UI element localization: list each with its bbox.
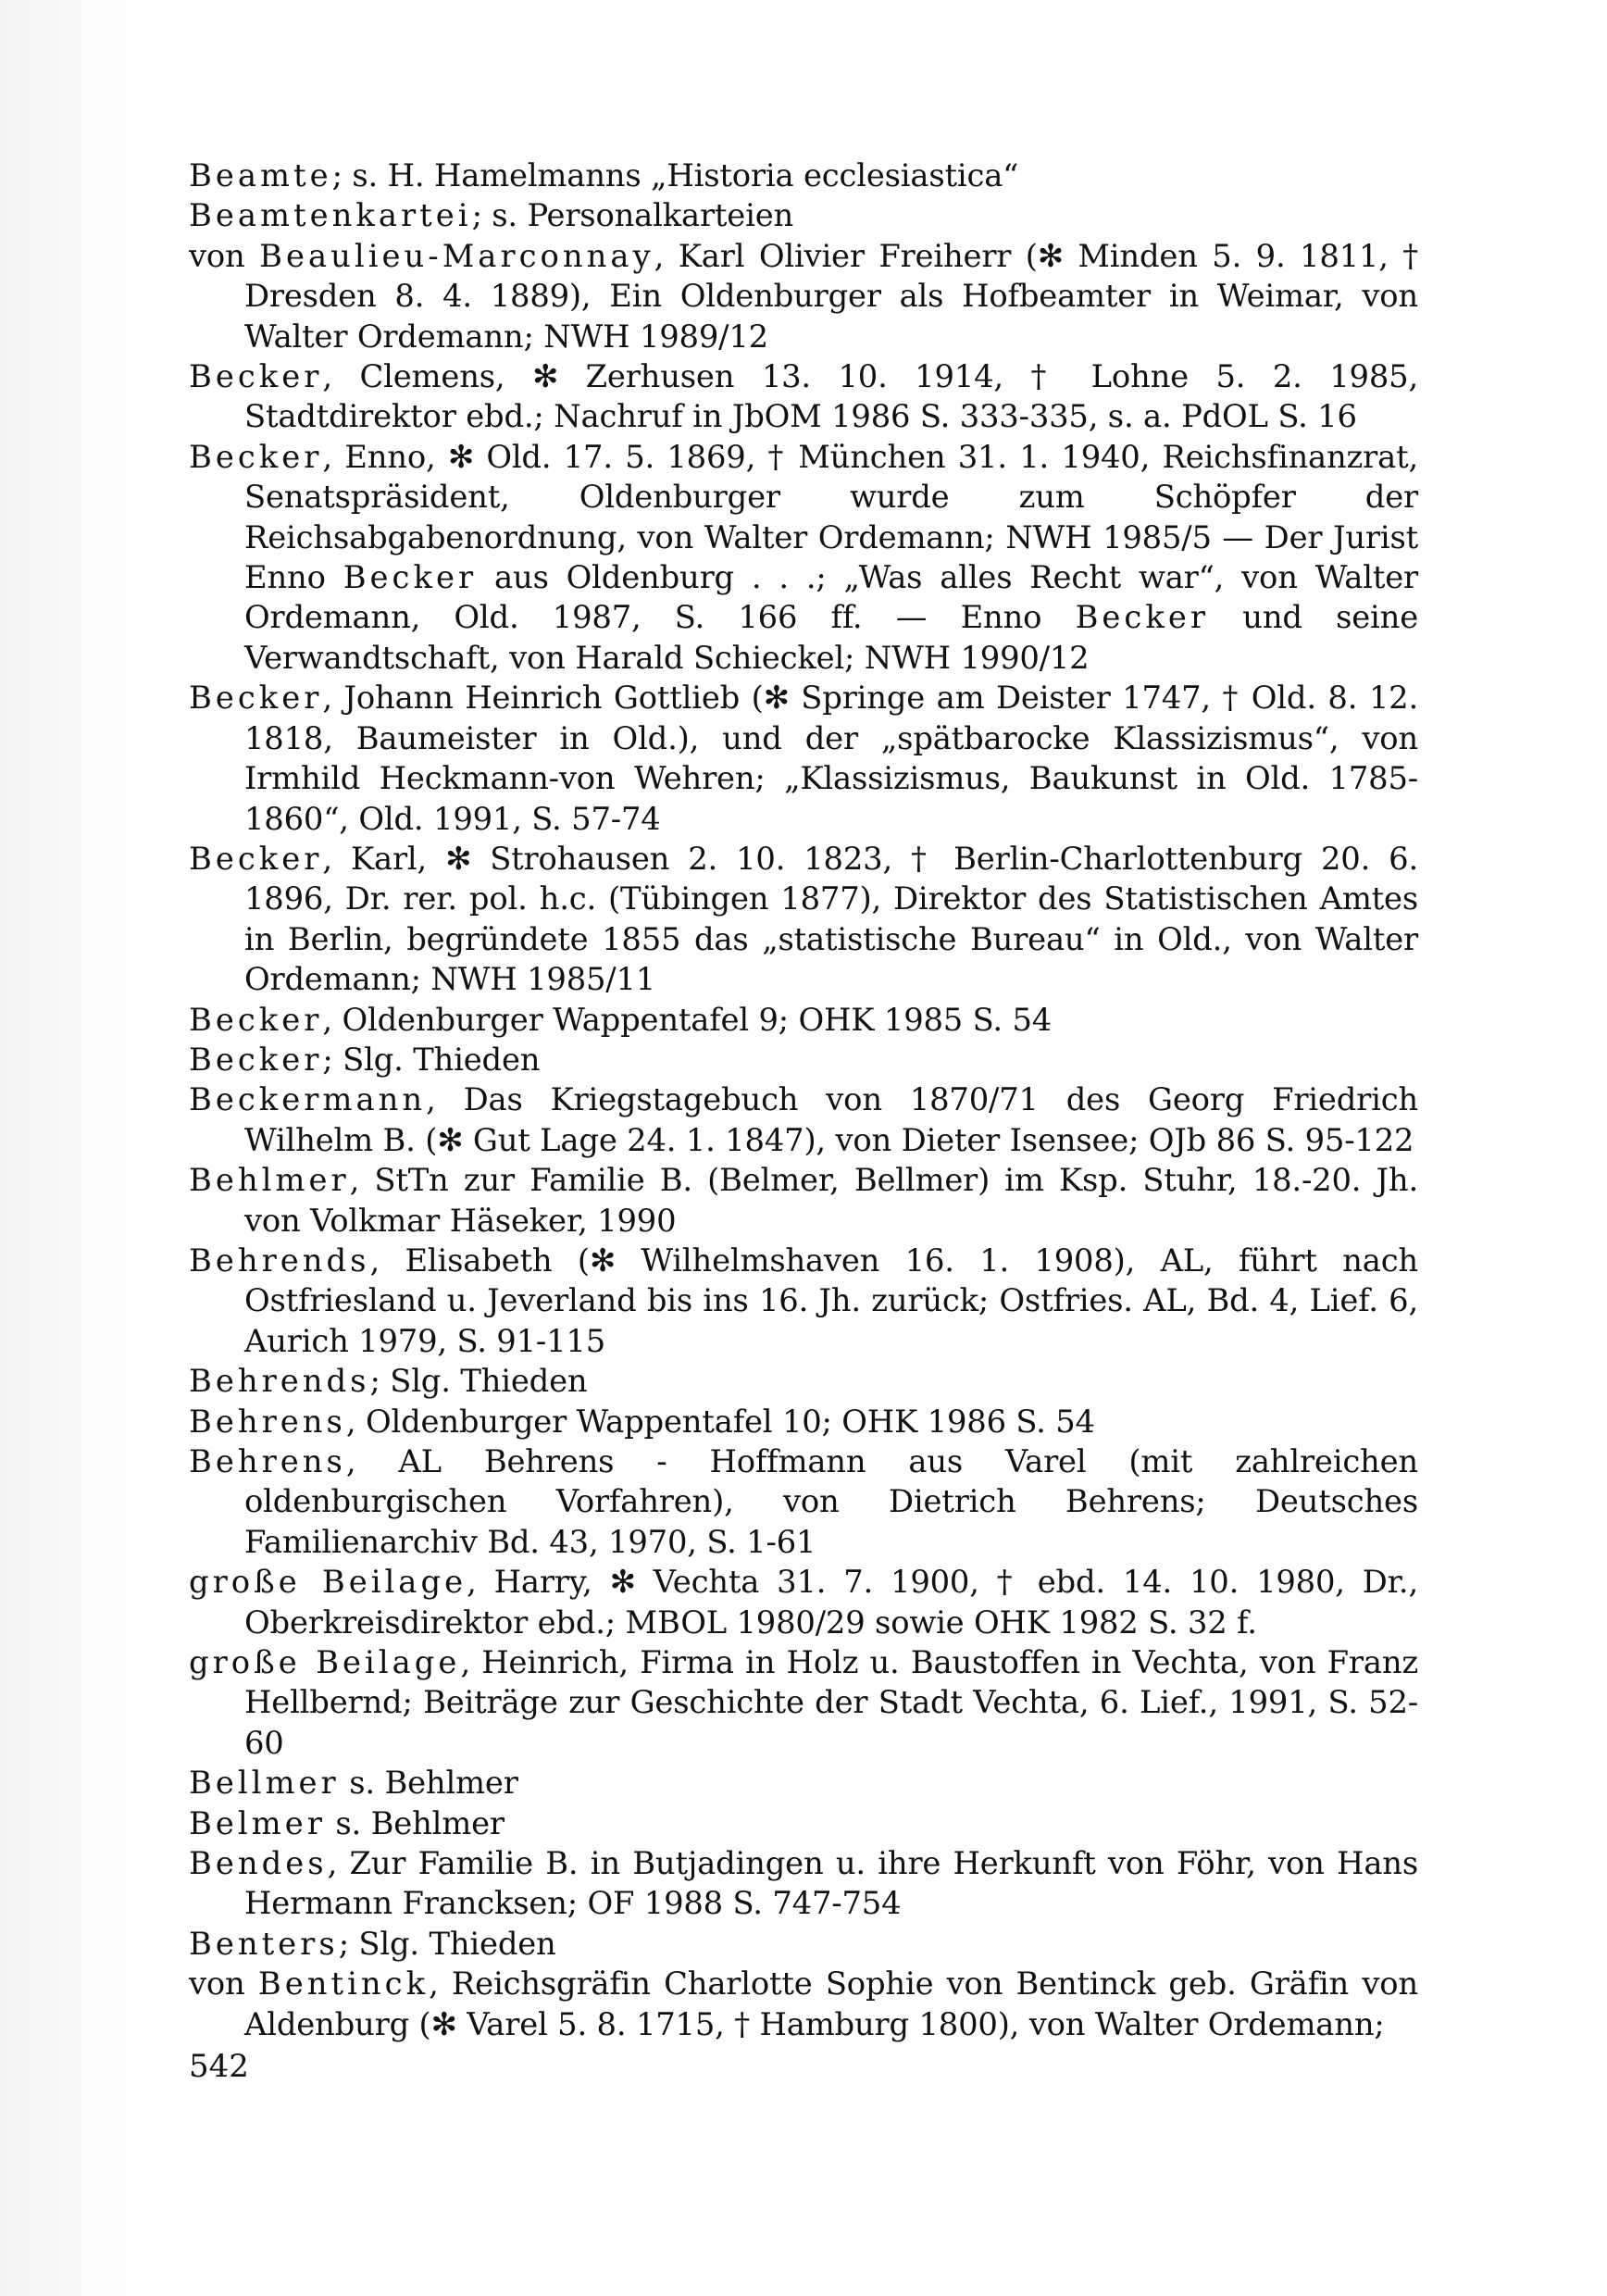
index-entry: Beamte; s. H. Hamelmanns „Historia ecclesiastica“ bbox=[189, 157, 1019, 193]
headword: Behlmer bbox=[189, 1162, 350, 1199]
scan-edge-shading bbox=[0, 0, 130, 2296]
headword: Becker bbox=[189, 358, 323, 395]
headword: große Beilage bbox=[189, 1644, 461, 1681]
index-entry: Belmer s. Behlmer bbox=[189, 1804, 505, 1841]
headword: Bendes bbox=[189, 1845, 328, 1882]
index-entry: Becker, Johann Heinrich Gottlieb (✻ Springe am Deister 1747, † Old. 8. 12. 1818, Baumeister in Old.), und der „spätbarocke Klassizismus“, von Irmhild Heckmann-von Wehren; „Klassizismus, Baukunst in Old. 1785-1860“, Old. 1991, S. 57-74 bbox=[189, 680, 1418, 837]
spaced-name: Becker bbox=[343, 559, 478, 596]
index-entry: Behrens, Oldenburger Wappentafel 10; OHK 1986 S. 54 bbox=[189, 1403, 1095, 1440]
headword: Behrens bbox=[189, 1403, 346, 1440]
headword: Becker bbox=[189, 438, 323, 475]
headword: Behrends bbox=[189, 1363, 370, 1400]
index-entry: Beamtenkartei; s. Personalkarteien bbox=[189, 197, 794, 234]
index-entry: Behrends; Slg. Thieden bbox=[189, 1363, 588, 1400]
index-entry: Becker, Clemens, ✻ Zerhusen 13. 10. 1914, † Lohne 5. 2. 1985, Stadtdirektor ebd.; Nachruf in JbOM 1986 S. 333-335, s. a. PdOL S. 16 bbox=[189, 358, 1418, 435]
headword: Belmer bbox=[189, 1804, 326, 1841]
index-entry: von Beaulieu-Marconnay, Karl Olivier Freiherr (✻ Minden 5. 9. 1811, † Dresden 8. 4. 1889), Ein Oldenburger als Hofbeamter in Weimar, von Walter Ordemann; NWH 1989/12 bbox=[189, 237, 1418, 355]
index-entry: große Beilage, Heinrich, Firma in Holz u. Baustoffen in Vechta, von Franz Hellbernd; Beiträge zur Geschichte der Stadt Vechta, 6. Lief., 1991, S. 52-60 bbox=[189, 1644, 1418, 1761]
index-entry: Becker, Enno, ✻ Old. 17. 5. 1869, † München 31. 1. 1940, Reichsfinanzrat, Senatspräsident, Oldenburger wurde zum Schöpfer der Reichsabgabenordnung, von Walter Ordemann; NWH 1985/5 — Der Jurist Enno Becker aus Oldenburg . . .; „Was alles Recht war“, von Walter Ordemann, Old. 1987, S. 166 ff. — Enno Becker und seine Verwandtschaft, von Harald Schieckel; NWH 1990/12 bbox=[189, 438, 1419, 676]
index-entry: von Bentinck, Reichsgräfin Charlotte Sophie von Bentinck geb. Gräfin von Aldenburg (✻ Varel 5. 8. 1715, † Hamburg 1800), von Walter Ordemann; bbox=[189, 1965, 1418, 2042]
index-entry: Behlmer, StTn zur Familie B. (Belmer, Bellmer) im Ksp. Stuhr, 18.-20. Jh. von Volkmar Häseker, 1990 bbox=[189, 1162, 1418, 1239]
headword: große Beilage bbox=[189, 1564, 467, 1601]
headword: Becker bbox=[189, 680, 323, 717]
headword: Bellmer bbox=[189, 1765, 340, 1802]
index-entry: Becker; Slg. Thieden bbox=[189, 1041, 541, 1078]
headword: Benters bbox=[189, 1925, 339, 1962]
index-entry: Behrends, Elisabeth (✻ Wilhelmshaven 16. 1. 1908), AL, führt nach Ostfriesland u. Jeverland bis ins 16. Jh. zurück; Ostfries. AL, Bd. 4, Lief. 6, Aurich 1979, S. 91-115 bbox=[189, 1242, 1418, 1359]
headword: Becker bbox=[189, 1001, 323, 1038]
index-entry: Bendes, Zur Familie B. in Butjadingen u. ihre Herkunft von Föhr, von Hans Hermann Francksen; OF 1988 S. 747-754 bbox=[189, 1845, 1418, 1922]
index-page bbox=[189, 156, 1418, 2044]
headword: Bentinck bbox=[257, 1965, 430, 2003]
index-entry: Bellmer s. Behlmer bbox=[189, 1765, 518, 1802]
headword: Behrens bbox=[189, 1443, 346, 1479]
headword: Behrends bbox=[189, 1242, 370, 1279]
page-number: 542 bbox=[189, 2048, 249, 2085]
headword: Beckermann bbox=[189, 1081, 427, 1118]
headword: Becker bbox=[189, 840, 323, 877]
index-entry: große Beilage, Harry, ✻ Vechta 31. 7. 1900, † ebd. 14. 10. 1980, Dr., Oberkreisdirektor ebd.; MBOL 1980/29 sowie OHK 1982 S. 32 f. bbox=[189, 1564, 1418, 1641]
headword: Beamte bbox=[189, 157, 332, 193]
index-entry: Benters; Slg. Thieden bbox=[189, 1925, 556, 1962]
headword: Beaulieu-Marconnay bbox=[259, 237, 654, 274]
headword: Beamtenkartei bbox=[189, 197, 472, 234]
headword: Becker bbox=[189, 1041, 323, 1078]
spaced-name: Becker bbox=[1075, 599, 1209, 636]
index-entry: Becker, Karl, ✻ Strohausen 2. 10. 1823, † Berlin-Charlottenburg 20. 6. 1896, Dr. rer. pol. h.c. (Tübingen 1877), Direktor des Statistischen Amtes in Berlin, begründete 1855 das „statistische Bureau“ in Old., von Walter Ordemann; NWH 1985/11 bbox=[189, 840, 1418, 998]
index-entry: Beckermann, Das Kriegstagebuch von 1870/71 des Georg Friedrich Wilhelm B. (✻ Gut Lage 24. 1. 1847), von Dieter Isensee; OJb 86 S. 95-122 bbox=[189, 1081, 1418, 1158]
index-entry: Becker, Oldenburger Wappentafel 9; OHK 1985 S. 54 bbox=[189, 1001, 1053, 1038]
index-entry: Behrens, AL Behrens - Hoffmann aus Varel (mit zahlreichen oldenburgischen Vorfahren), von Dietrich Behrens; Deutsches Familienarchiv Bd. 43, 1970, S. 1-61 bbox=[189, 1443, 1418, 1560]
